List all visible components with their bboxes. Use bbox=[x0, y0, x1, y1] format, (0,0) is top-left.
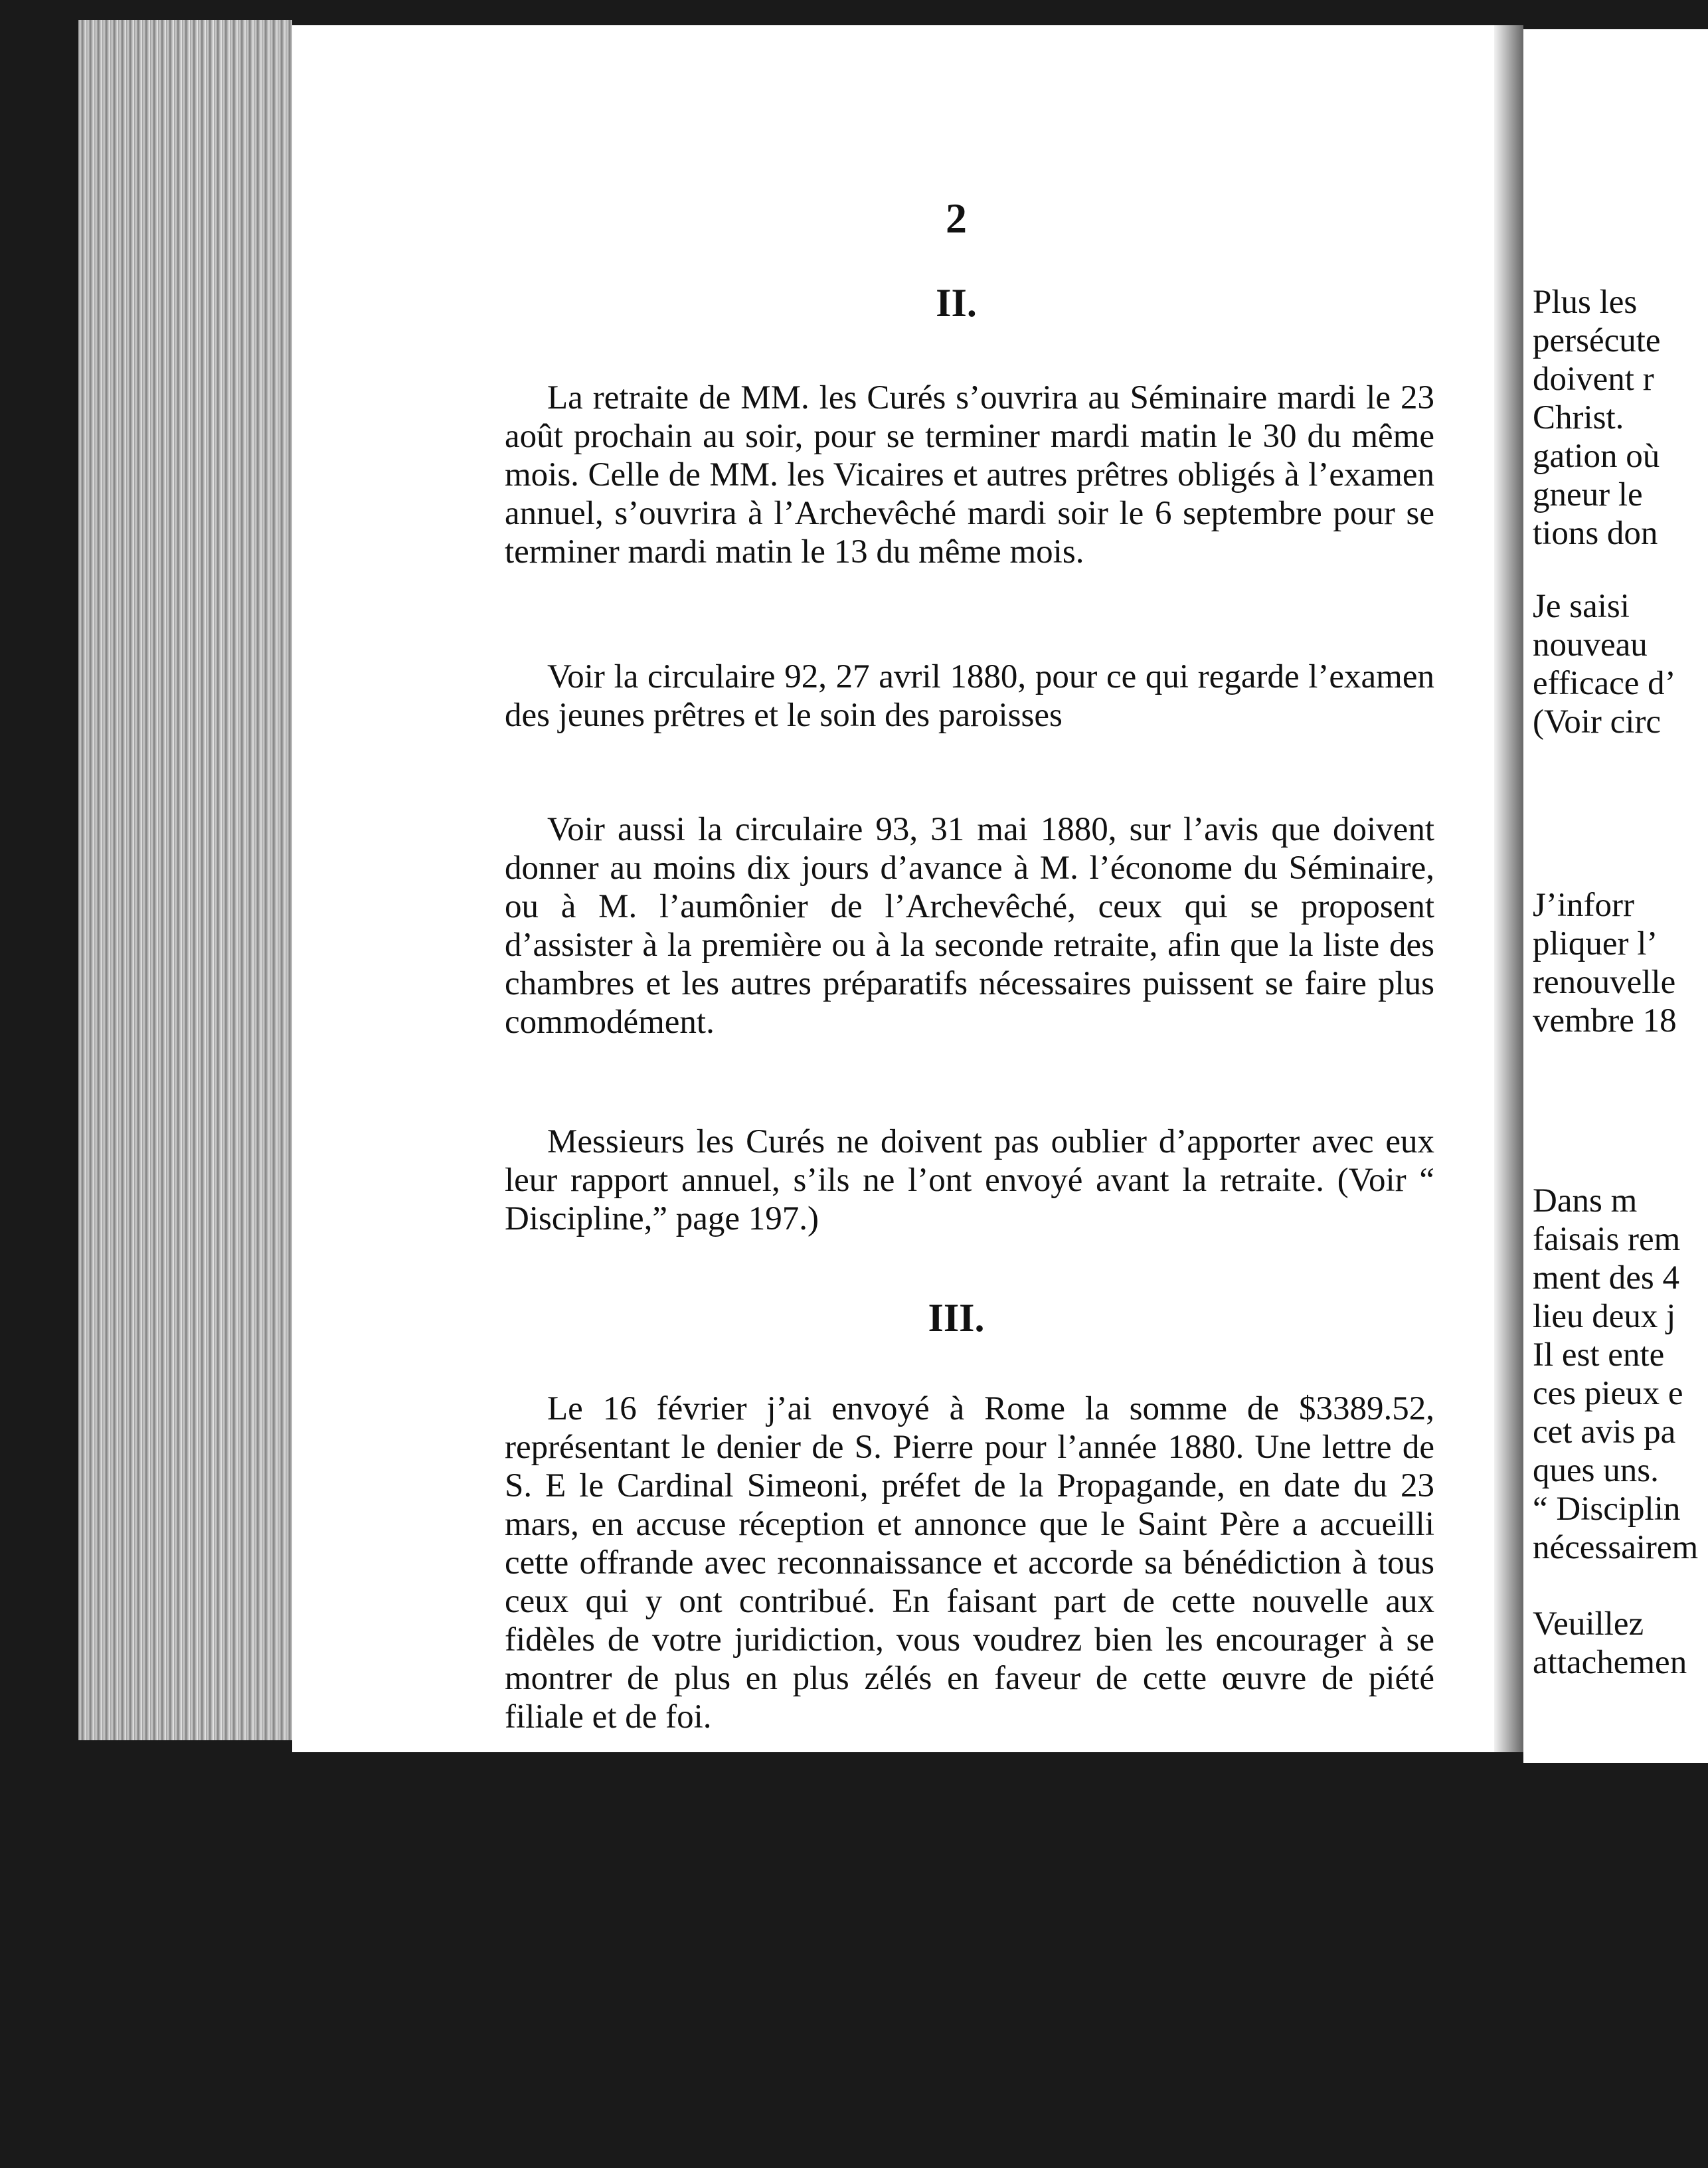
right-line: gneur le bbox=[1533, 476, 1643, 513]
right-line: J’inforr bbox=[1533, 887, 1634, 924]
page-number: 2 bbox=[946, 195, 967, 242]
paragraph-rapport-annuel: Messieurs les Curés ne doivent pas oublier d’apporter avec eux leur rapport annuel, s’ils ne l’ont envoyé avant la retraite. (Voir “ Discipline,” page 197.) bbox=[505, 1123, 1434, 1237]
paragraph-circulaire-93: Voir aussi la circulaire 93, 31 mai 1880, sur l’avis que doivent donner au moins dix jours d’avance à M. l’économe du Séminaire, ou à M. l’aumônier de l’Archevêché, ceux qui se proposent d’assister à la première ou à la seconde retraite, afin que la liste des chambres et les autres préparatifs nécessaires puissent se faire plus commodément. bbox=[505, 811, 1434, 1041]
book-gutter bbox=[1494, 25, 1523, 1752]
book-page-edges bbox=[78, 20, 292, 1740]
right-line: attachemen bbox=[1533, 1644, 1687, 1681]
right-line: Il est ente bbox=[1533, 1336, 1665, 1374]
right-line: tions don bbox=[1533, 515, 1658, 552]
right-line: Veuillez bbox=[1533, 1605, 1644, 1643]
paragraph-retraite: La retraite de MM. les Curés s’ouvrira au Séminaire mardi le 23 août prochain au soir, pour se terminer mardi matin le 30 du même mois. Celle de MM. les Vicaires et autres prêtres obligés à l’examen annuel, s’ouvrira à l’Archevêché mardi soir le 6 septembre pour se terminer mardi matin le 13 du même mois. bbox=[505, 379, 1434, 571]
right-line: Je saisi bbox=[1533, 588, 1630, 625]
right-line: ques uns. bbox=[1533, 1452, 1659, 1489]
section-heading-ii: II. bbox=[936, 281, 977, 325]
right-line: efficace d’ bbox=[1533, 665, 1676, 702]
right-line: doivent r bbox=[1533, 361, 1654, 398]
right-line: Christ. bbox=[1533, 399, 1624, 436]
right-line: nécessairem bbox=[1533, 1529, 1699, 1566]
right-line: Dans m bbox=[1533, 1182, 1638, 1220]
right-line: gation où bbox=[1533, 438, 1660, 475]
right-line: vembre 18 bbox=[1533, 1002, 1677, 1039]
right-line: “ Disciplin bbox=[1533, 1490, 1681, 1528]
right-line: ment des 4 bbox=[1533, 1259, 1679, 1297]
paragraph-circulaire-92: Voir la circulaire 92, 27 avril 1880, pour ce qui regarde l’examen des jeunes prêtres et le soin des paroisses bbox=[505, 658, 1434, 734]
section-heading-iii: III. bbox=[928, 1296, 985, 1340]
paragraph-denier-saint-pierre: Le 16 février j’ai envoyé à Rome la somme de $3389.52, représentant le denier de S. Pierre pour l’année 1880. Une lettre de S. E le Cardinal Simeoni, préfet de la Propagande, en date du 23 mars, en accuse réception et annonce que le Saint Père a accueilli cette offrande avec reconnaissance et accorde sa bénédiction à tous ceux qui y ont contribué. En faisant part de cette nouvelle aux fidèles de votre juridiction, vous voudrez bien les encourager à se montrer de plus en plus zélés en faveur de cette œuvre de piété filiale et de foi. bbox=[505, 1390, 1434, 1736]
right-line: Plus les bbox=[1533, 284, 1638, 321]
right-line: faisais rem bbox=[1533, 1221, 1681, 1258]
right-page bbox=[1523, 29, 1708, 1763]
right-line: nouveau bbox=[1533, 626, 1648, 664]
right-line: cet avis pa bbox=[1533, 1413, 1676, 1451]
right-line: persécute bbox=[1533, 322, 1661, 359]
right-line: pliquer l’ bbox=[1533, 925, 1658, 962]
right-line: renouvelle bbox=[1533, 964, 1676, 1001]
right-line: (Voir circ bbox=[1533, 703, 1662, 741]
right-line: ces pieux e bbox=[1533, 1375, 1683, 1412]
right-line: lieu deux j bbox=[1533, 1298, 1676, 1335]
